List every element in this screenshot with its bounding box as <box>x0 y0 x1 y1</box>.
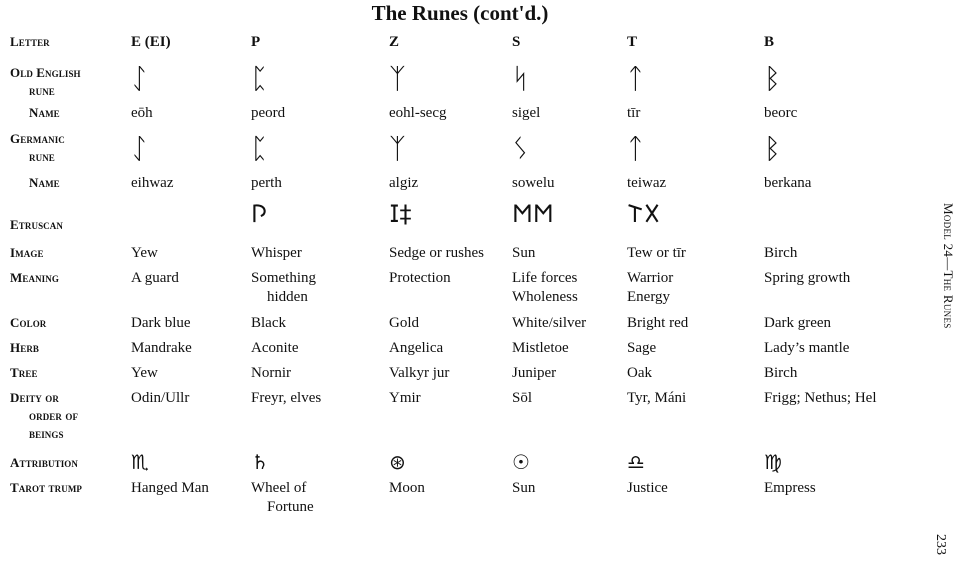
label-rune: rune <box>29 149 55 164</box>
oe-rune-glyph: ᛈ <box>251 62 268 95</box>
attribution-glyph: ♄ <box>251 450 269 474</box>
tarot-value: Empress <box>764 480 816 496</box>
row-attribution <box>0 450 925 474</box>
herb-value: Angelica <box>389 340 444 356</box>
herb-value: Mistletoe <box>512 340 569 356</box>
meaning-value <box>251 269 316 307</box>
row-meaning <box>0 269 925 305</box>
germanic-name: berkana <box>764 175 812 191</box>
letter-e: E (EI) <box>131 34 171 50</box>
row-germanic-name <box>0 174 925 194</box>
tree-value: Nornir <box>251 365 291 381</box>
oe-rune-glyph: ᛋ <box>512 62 529 95</box>
attribution-glyph: ♎ <box>627 450 645 474</box>
deity-value: Freyr, elves <box>251 390 322 406</box>
meaning-line: Energy <box>627 289 671 305</box>
label-old-english-rune <box>10 64 81 100</box>
deity-value: Sōl <box>512 390 533 406</box>
germanic-name: perth <box>251 175 282 191</box>
meaning-value: Protection <box>389 270 451 286</box>
page-number: 233 <box>933 534 948 555</box>
germanic-name: sowelu <box>512 175 555 191</box>
row-tarot <box>0 479 925 515</box>
tarot-value: Hanged Man <box>131 480 209 496</box>
label-deity-line: beings <box>29 426 64 441</box>
meaning-line: Wholeness <box>512 289 578 305</box>
etruscan-glyph: 𐌐 <box>251 200 268 228</box>
row-herb <box>0 339 925 359</box>
label-deity-line: order of <box>29 408 79 423</box>
tarot-value: Moon <box>389 480 425 496</box>
tarot-value: Justice <box>627 480 668 496</box>
image-value: Whisper <box>251 245 302 261</box>
page-title: The Runes (cont'd.) <box>371 1 549 25</box>
image-value: Birch <box>764 245 798 261</box>
oe-rune-glyph: ᛇ <box>131 62 148 95</box>
letter-p: P <box>251 34 261 50</box>
label-germanic: Germanic <box>10 131 65 146</box>
label-tree: Tree <box>10 365 38 380</box>
oe-name: peord <box>251 105 286 121</box>
tarot-line: Fortune <box>267 499 314 515</box>
letter-s: S <box>512 34 521 50</box>
label-name: Name <box>29 175 60 190</box>
color-value: Dark blue <box>131 315 191 331</box>
label-attribution: Attribution <box>10 455 79 470</box>
deity-value: Ymir <box>389 390 421 406</box>
herb-value: Aconite <box>251 340 299 356</box>
germanic-rune-glyph: ᛊ <box>512 132 529 165</box>
letter-z: Z <box>389 34 400 50</box>
tree-value: Yew <box>131 365 158 381</box>
row-old-english-rune <box>0 62 925 98</box>
row-etruscan <box>0 199 925 232</box>
oe-rune-glyph: ᛏ <box>627 62 644 95</box>
color-value: Black <box>251 315 286 331</box>
tree-value: Valkyr jur <box>389 365 450 381</box>
label-rune: rune <box>29 83 55 98</box>
oe-name: beorc <box>764 105 798 121</box>
germanic-rune-glyph: ᛇ <box>131 132 148 165</box>
tree-value: Juniper <box>512 365 557 381</box>
color-value: Dark green <box>764 315 832 331</box>
oe-name: tīr <box>627 105 641 121</box>
tree-value: Oak <box>627 365 652 381</box>
label-old-english: Old English <box>10 65 81 80</box>
label-herb: Herb <box>10 340 40 355</box>
image-value: Tew or tīr <box>627 245 686 261</box>
meaning-line: hidden <box>267 289 308 305</box>
oe-name: eohl-secg <box>389 105 447 121</box>
germanic-rune-glyph: ᛈ <box>251 132 268 165</box>
germanic-name: teiwaz <box>627 175 667 191</box>
tarot-value: Sun <box>512 480 536 496</box>
germanic-name: eihwaz <box>131 175 174 191</box>
herb-value: Mandrake <box>131 340 192 356</box>
color-value: Gold <box>389 315 419 331</box>
etruscan-glyph: 𐌑𐌑 <box>512 200 554 228</box>
deity-value: Tyr, Máni <box>627 390 687 406</box>
tarot-line: Wheel of <box>251 480 307 496</box>
oe-name: sigel <box>512 105 541 121</box>
oe-rune-glyph: ᛉ <box>389 62 406 95</box>
label-etruscan: Etruscan <box>10 217 63 232</box>
row-color <box>0 314 925 334</box>
row-germanic-rune <box>0 130 925 165</box>
image-value: Yew <box>131 245 158 261</box>
image-value: Sun <box>512 245 536 261</box>
row-tree <box>0 364 925 384</box>
color-value: White/silver <box>512 315 587 331</box>
meaning-value: A guard <box>131 270 179 286</box>
deity-value: Odin/Ullr <box>131 390 190 406</box>
meaning-line: Something <box>251 270 317 286</box>
label-deity-line: Deity or <box>10 390 59 405</box>
row-deity <box>0 389 925 441</box>
tree-value: Birch <box>764 365 798 381</box>
label-image: Image <box>10 245 44 260</box>
herb-value: Lady’s mantle <box>764 340 850 356</box>
oe-name: eōh <box>131 105 153 121</box>
letter-b: B <box>764 34 775 50</box>
germanic-name: algiz <box>389 175 419 191</box>
meaning-value <box>627 269 673 307</box>
herb-value: Sage <box>627 340 657 356</box>
attribution-glyph: ⊛ <box>389 450 406 474</box>
deity-value: Frigg; Nethus; Hel <box>764 390 877 406</box>
meaning-value: Spring growth <box>764 270 851 286</box>
meaning-value <box>512 269 578 307</box>
row-image <box>0 244 925 264</box>
meaning-line: Life forces <box>512 270 578 286</box>
label-tarot: Tarot trump <box>10 480 83 495</box>
running-header: Model 24—The Runes <box>941 203 956 329</box>
label-letter: Letter <box>10 34 50 49</box>
attribution-glyph: ♏ <box>131 450 149 474</box>
germanic-rune-glyph: ᛉ <box>389 132 406 165</box>
image-value: Sedge or rushes <box>389 245 484 261</box>
letter-t: T <box>627 34 638 50</box>
label-germanic-rune <box>10 130 65 166</box>
label-color: Color <box>10 315 47 330</box>
row-oe-name <box>0 104 925 124</box>
label-name: Name <box>29 105 60 120</box>
meaning-line: Warrior <box>627 270 674 286</box>
etruscan-glyph: 𐌕𐌗 <box>627 200 661 228</box>
tarot-value <box>251 479 314 517</box>
attribution-glyph: ☉ <box>512 450 530 474</box>
color-value: Bright red <box>627 315 689 331</box>
etruscan-glyph: 𐌆‡ <box>389 200 412 228</box>
attribution-glyph: ♍ <box>764 450 782 474</box>
germanic-rune-glyph: ᛒ <box>764 132 781 165</box>
germanic-rune-glyph: ᛏ <box>627 132 644 165</box>
row-letter <box>0 33 925 53</box>
label-meaning: Meaning <box>10 270 59 285</box>
label-deity <box>10 389 78 443</box>
oe-rune-glyph: ᛒ <box>764 62 781 95</box>
